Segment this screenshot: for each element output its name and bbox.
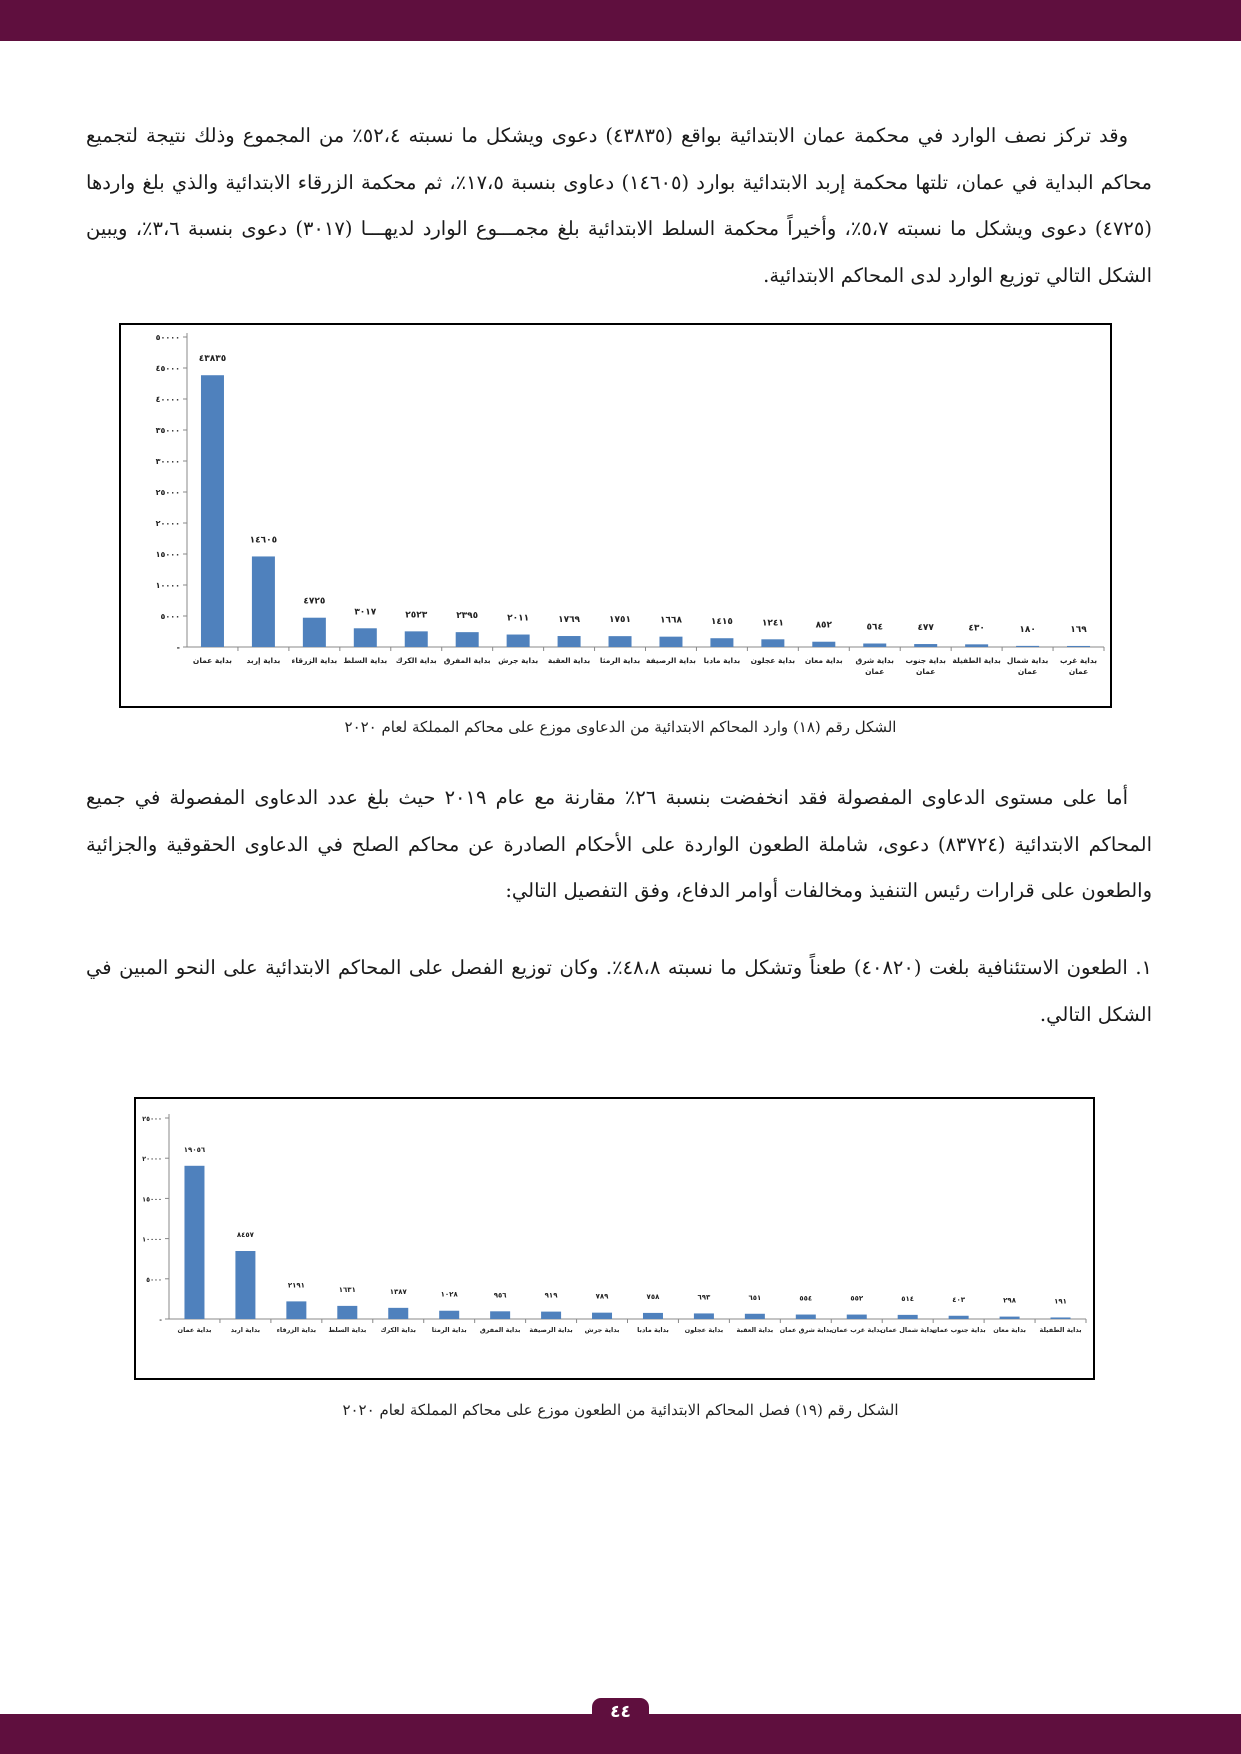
y-tick-label: ٥٠٠٠٠ [155,333,180,342]
bar [354,628,377,647]
x-tick-label: بداية السلط [328,1326,367,1334]
bar [745,1314,765,1319]
x-tick-label: بداية غرب [1060,656,1098,665]
y-tick-label: ٤٠٠٠٠ [155,395,180,404]
bar [694,1313,714,1319]
x-tick-label: بداية معان [804,656,843,665]
x-tick-label: بداية الكرك [380,1326,417,1334]
bar [609,636,632,647]
bar [541,1312,561,1319]
y-tick-label: ٣٠٠٠٠ [155,457,180,466]
x-tick-label: بداية جنوب عمان [931,1326,986,1334]
top-band [0,0,1241,41]
x-tick-label: عمان [1017,667,1038,676]
bar [812,642,835,647]
paragraph-court-incoming: وقد تركز نصف الوارد في محكمة عمان الابتدائية بواقع (٤٣٨٣٥) دعوى ويشكل ما نسبته ٥٢،٤٪ من المجموع وذلك نتيجة لتجميع محاكم البداية في عمان، تلتها محكمة إربد الابتدائية بوارد (١٤٦٠٥) دعاوى بنسبة ١٧،٥٪، ثم محكمة الزرقاء الابتدائية والذي بلغ واردها (٤٧٢٥) دعوى ويشكل ما نسبته ٥،٧٪، وأخيراً محكمة السلط الابتدائية بلغ مجمـــوع الوارد لديهـــا (٣٠١٧) دعوى بنسبة ٣،٦٪، ويبين الشكل التالي توزيع الوارد لدى المحاكم الابتدائية. [86,124,1152,287]
data-label: ٤٧٧ [917,623,934,634]
data-label: ٣٠١٧ [354,607,377,618]
data-label: ١٤٦٠٥ [249,535,278,546]
x-tick-label: بداية الكرك [395,656,437,665]
bar [337,1306,357,1319]
y-tick-label: - [176,643,180,652]
figure-19-chart [134,1097,1095,1380]
data-label: ٢٠١١ [507,613,530,624]
y-tick-label: ٢٠٠٠٠ [142,1155,162,1164]
bar [863,644,886,647]
data-label: ٦٩٣ [697,1293,711,1302]
y-tick-label: ٢٥٠٠٠ [155,488,180,497]
bar [252,556,275,647]
x-tick-label: بداية عمان [177,1326,212,1334]
data-label: ١٨٠ [1019,624,1036,635]
data-label: ٧٨٩ [595,1292,609,1301]
paragraph-decided-cases: أما على مستوى الدعاوى المفصولة فقد انخفضت بنسبة ٢٦٪ مقارنة مع عام ٢٠١٩ حيث بلغ عدد الدعاوى المفصولة في جميع المحاكم الابتدائية (٨٣٧٢٤) دعوى، شاملة الطعون الواردة على الأحكام الصادرة عن محاكم الصلح في الدعاوى الحقوقية والجزائية والطعون على قرارات رئيس التنفيذ ومخالفات أوامر الدفاع، وفق التفصيل التالي: [86,786,1152,902]
data-label: ١٦٩ [1070,624,1087,635]
bar [303,618,326,647]
data-label: ١٠٢٨ [440,1290,458,1299]
y-tick-label: ٣٥٠٠٠ [155,426,180,435]
y-tick-label: ٥٠٠٠ [146,1275,162,1284]
data-label: ٩٥٦ [493,1291,507,1300]
y-tick-label: - [159,1316,162,1324]
decided-appeals-bar-chart [136,1099,1093,1378]
x-tick-label: بداية شمال [1006,656,1049,665]
data-label: ١٦٦٨ [659,615,682,626]
figure-19-caption: الشكل رقم (١٩) فصل المحاكم الابتدائية من الطعون موزع على محاكم المملكة لعام ٢٠٢٠ [342,1401,899,1419]
bar [847,1315,867,1319]
bar [1000,1317,1020,1319]
figure-18-caption: الشكل رقم (١٨) وارد المحاكم الابتدائية من الدعاوى موزع على محاكم المملكة لعام ٢٠٢٠ [344,718,897,736]
x-tick-label: بداية معان [993,1326,1026,1334]
x-tick-label: بداية الرمثا [599,656,641,665]
x-tick-label: بداية اربد [230,1326,261,1334]
bar [405,631,428,647]
x-tick-label: بداية عمان [192,656,233,665]
data-label: ٢٩٨ [1003,1296,1016,1305]
data-label: ١٣٨٧ [389,1287,407,1296]
data-label: ٤٧٢٥ [303,596,326,607]
y-tick-label: ١٠٠٠٠ [142,1235,162,1244]
bar [490,1311,510,1319]
bar [1067,646,1090,647]
x-tick-label: عمان [865,667,885,676]
x-tick-label: بداية جنوب [905,656,946,665]
x-tick-label: بداية جرش [498,656,539,665]
y-tick-label: ١٠٠٠٠ [155,581,180,590]
data-label: ٢٥٢٣ [405,610,428,621]
x-tick-label: بداية الرمثا [431,1326,467,1334]
x-tick-label: بداية المفرق [443,656,491,665]
data-label: ٤٠٣ [952,1295,966,1304]
x-tick-label: بداية العقبة [547,656,591,665]
data-label: ٥١٤ [901,1294,915,1303]
data-label: ٤٣٨٣٥ [198,354,227,365]
y-tick-label: ٢٥٠٠٠ [142,1115,162,1123]
data-label: ٨٤٥٧ [236,1231,254,1240]
data-label: ٨٥٢ [815,620,833,631]
bar [456,632,479,647]
incoming-cases-bar-chart [121,325,1110,706]
bar [439,1311,459,1319]
bar [235,1251,255,1319]
data-label: ٢١٩١ [287,1281,305,1290]
y-tick-label: ١٥٠٠٠ [142,1195,162,1204]
bar [643,1313,663,1319]
x-tick-label: بداية العقبة [736,1326,774,1334]
x-tick-label: بداية غرب عمان [831,1326,883,1334]
bar [914,644,937,647]
y-tick-label: ١٥٠٠٠ [155,550,180,559]
bar [796,1315,816,1319]
y-tick-label: ٤٥٠٠٠ [155,364,180,373]
bar [898,1315,918,1319]
bar [558,636,581,647]
bar [761,639,784,647]
data-label: ١٢٤١ [761,618,784,629]
bar [184,1166,204,1319]
bar [710,638,733,647]
figure-18-chart [119,323,1112,708]
bar [507,635,530,647]
x-tick-label: بداية الرصيفة [529,1326,573,1334]
bar [949,1316,969,1319]
x-tick-label: عمان [1068,667,1089,676]
x-tick-label: بداية شرق [855,656,894,665]
bar [1016,646,1039,647]
data-label: ٩١٩ [544,1291,558,1300]
x-tick-label: بداية جرش [584,1326,620,1334]
x-tick-label: بداية الطفيلة [1039,1326,1082,1334]
bar [201,375,224,647]
data-label: ٥٦٤ [866,622,883,633]
x-tick-label: بداية الزرقاء [276,1326,317,1334]
x-tick-label: بداية مادبا [637,1326,669,1334]
bar [1051,1317,1071,1319]
data-label: ١٩١ [1054,1297,1067,1306]
data-label: ١٦٣١ [338,1285,356,1294]
y-tick-label: ٢٠٠٠٠ [155,519,180,528]
data-label: ٥٥٤ [799,1294,813,1303]
x-tick-label: بداية الطفيلة [952,656,1001,665]
x-tick-label: بداية عجلون [684,1326,724,1334]
data-label: ٢٣٩٥ [456,611,479,622]
data-label: ١٩٠٥٦ [183,1145,206,1154]
x-tick-label: بداية شرق عمان [779,1326,832,1334]
bar [388,1308,408,1319]
data-label: ١٤١٥ [710,617,733,628]
data-label: ١٧٦٩ [558,615,581,626]
x-tick-label: بداية عجلون [750,656,796,665]
data-label: ٥٥٢ [850,1294,864,1303]
x-tick-label: بداية الزرقاء [291,656,338,665]
x-tick-label: عمان [916,667,936,676]
paragraph-appeals: ١. الطعون الاستئنافية بلغت (٤٠٨٢٠) طعناً وتشكل ما نسبته ٤٨،٨٪. وكان توزيع الفصل على المحاكم الابتدائية على النحو المبين في الشكل التالي. [86,956,1153,1026]
x-tick-label: بداية شمال عمان [880,1326,936,1334]
data-label: ٤٣٠ [968,623,985,634]
bar [659,637,682,647]
data-label: ٧٥٨ [646,1292,660,1301]
bar [592,1313,612,1319]
bar [965,644,988,647]
x-tick-label: بداية السلط [343,656,388,665]
x-tick-label: بداية مادبا [703,656,741,665]
page-number: ٤٤ [592,1698,649,1730]
y-tick-label: ٥٠٠٠ [160,612,180,621]
x-tick-label: بداية الرصيفة [645,656,696,665]
x-tick-label: بداية إربد [246,656,281,665]
data-label: ١٧٥١ [609,615,632,626]
data-label: ٦٥١ [748,1293,762,1302]
bar [286,1301,306,1319]
x-tick-label: بداية المفرق [479,1326,521,1334]
